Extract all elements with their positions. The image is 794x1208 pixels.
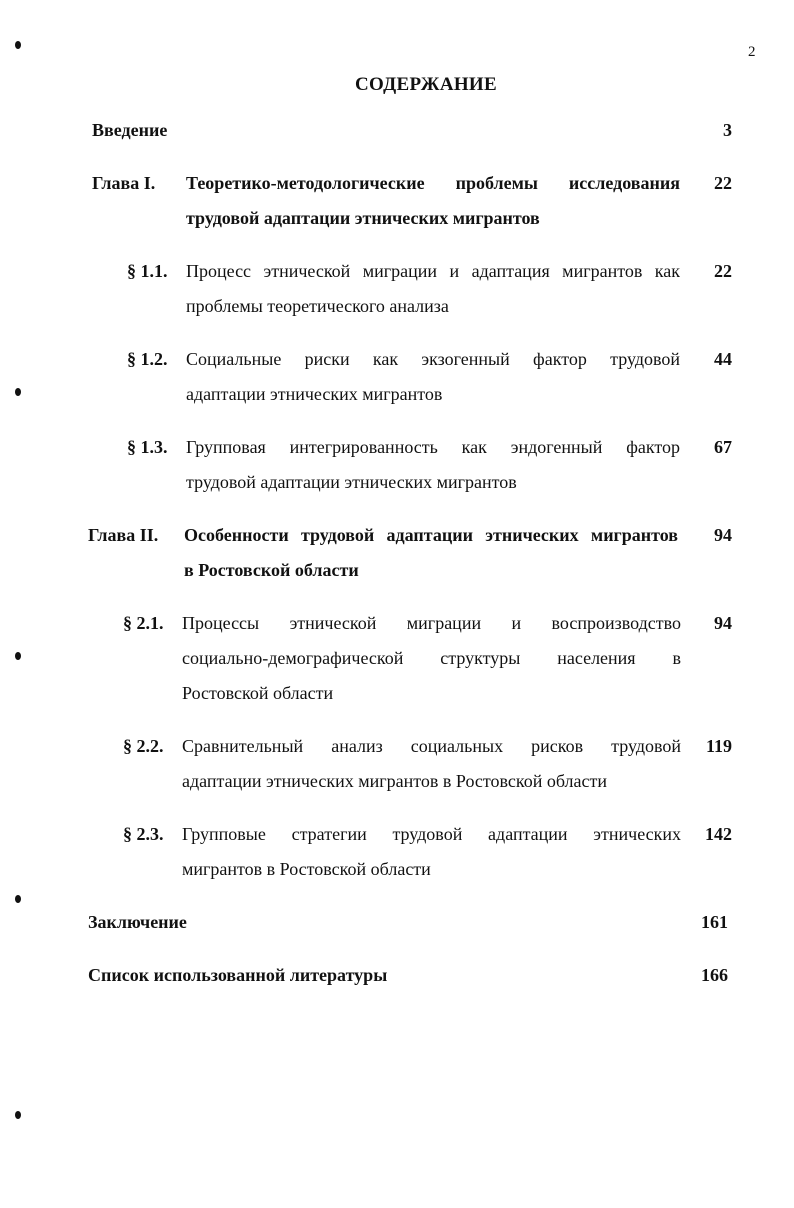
entry-title	[184, 518, 678, 588]
entry-page: 142	[705, 824, 732, 844]
entry-title	[182, 729, 681, 799]
entry-title-line: Ростовской области	[182, 683, 334, 703]
entry-title	[182, 817, 681, 887]
scan-mark	[15, 41, 21, 49]
scan-mark	[15, 652, 21, 660]
toc-entry-section-2-1[interactable]	[123, 606, 732, 711]
page-number: 2	[748, 44, 756, 60]
entry-page: 94	[714, 525, 732, 545]
entry-page: 119	[705, 736, 732, 756]
scan-mark	[15, 1111, 21, 1119]
toc-entry-bibliography[interactable]	[88, 958, 728, 993]
scan-mark	[15, 388, 21, 396]
entry-page: 44	[714, 349, 732, 369]
entry-label: § 1.2.	[127, 349, 168, 369]
entry-title	[182, 606, 681, 711]
toc-title: СОДЕРЖАНИЕ	[355, 74, 497, 95]
entry-page: 161	[701, 912, 728, 932]
entry-label: Глава I.	[92, 173, 156, 193]
toc-entry-section-1-2[interactable]	[127, 342, 732, 412]
entry-page: 3	[723, 120, 732, 140]
entry-label: Список использованной литературы	[88, 965, 388, 985]
entry-title-line: Групповые стратегии трудовой адаптации этнических	[182, 824, 681, 844]
entry-page: 22	[714, 173, 732, 193]
entry-title-line: социально-демографической структуры населения в	[182, 648, 681, 668]
entry-title-line: Процесс этнической миграции и адаптация мигрантов как	[186, 261, 680, 281]
entry-title	[186, 166, 680, 236]
entry-page: 166	[701, 965, 728, 985]
toc-entry-intro[interactable]	[92, 113, 732, 148]
entry-title-line: адаптации этнических мигрантов	[186, 384, 443, 404]
entry-label: § 1.3.	[127, 437, 168, 457]
entry-page: 22	[714, 261, 732, 281]
toc-entry-chapter-1[interactable]	[92, 166, 732, 236]
entry-label: Глава II.	[88, 525, 159, 545]
toc-entry-section-1-3[interactable]	[127, 430, 732, 500]
toc-entry-conclusion[interactable]	[88, 905, 728, 940]
entry-title-line: Сравнительный анализ социальных рисков трудовой	[182, 736, 681, 756]
entry-title-line: Процессы этнической миграции и воспроизводство	[182, 613, 681, 633]
entry-label: § 2.1.	[123, 613, 164, 633]
entry-title-line: Социальные риски как экзогенный фактор трудовой	[186, 349, 680, 369]
entry-title-line: адаптации этнических мигрантов в Ростовской области	[182, 771, 608, 791]
entry-label: § 1.1.	[127, 261, 168, 281]
toc-entry-section-2-2[interactable]	[123, 729, 732, 799]
entry-page: 94	[714, 613, 732, 633]
entry-title-line: Групповая интегрированность как эндогенный фактор	[186, 437, 680, 457]
entry-label: § 2.3.	[123, 824, 164, 844]
entry-title-line: в Ростовской области	[184, 560, 359, 580]
entry-title	[186, 254, 680, 324]
entry-label: Заключение	[88, 912, 187, 932]
entry-page: 67	[714, 437, 732, 457]
toc-entry-section-2-3[interactable]	[123, 817, 732, 887]
entry-title-line: проблемы теоретического анализа	[186, 296, 449, 316]
entry-title-line: Особенности трудовой адаптации этнических мигрантов	[184, 525, 678, 545]
entry-title	[186, 342, 680, 412]
toc-entry-chapter-2[interactable]	[88, 518, 732, 588]
scan-mark	[15, 895, 21, 903]
entry-label: Введение	[92, 120, 168, 140]
toc-entry-section-1-1[interactable]	[127, 254, 732, 324]
entry-label: § 2.2.	[123, 736, 164, 756]
entry-title-line: трудовой адаптации этнических мигрантов	[186, 472, 517, 492]
entry-title	[186, 430, 680, 500]
entry-title-line: трудовой адаптации этнических мигрантов	[186, 208, 540, 228]
entry-title-line: мигрантов в Ростовской области	[182, 859, 431, 879]
entry-title-line: Теоретико-методологические проблемы исследования	[186, 173, 680, 193]
